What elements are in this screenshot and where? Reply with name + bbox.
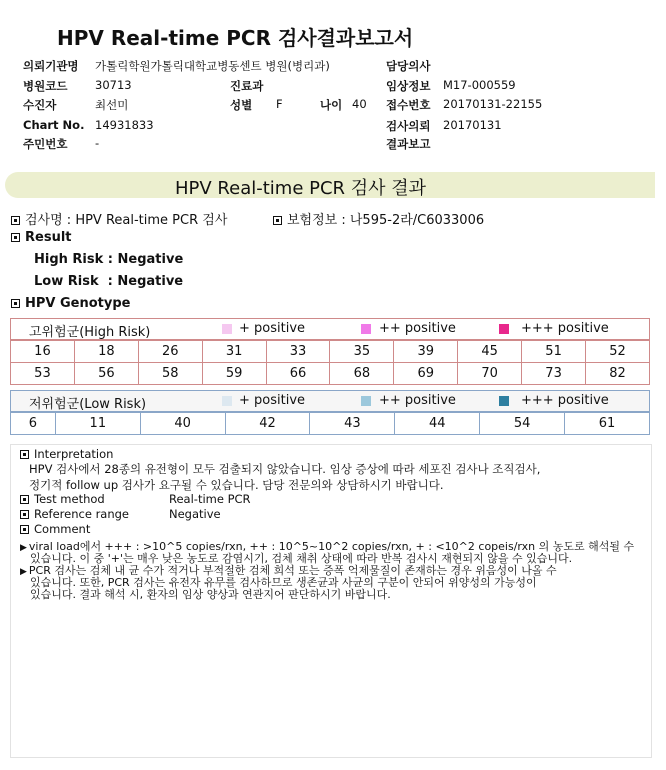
high-risk-table — [10, 340, 650, 385]
light-blue-swatch-icon — [222, 396, 232, 406]
checkbox-icon — [20, 510, 29, 519]
magenta-swatch-icon — [499, 324, 509, 334]
checkbox-icon — [11, 299, 20, 308]
reference-range-label: Reference range — [34, 507, 130, 521]
resident-no-value: - — [95, 136, 100, 150]
genotype-cell: 35 — [330, 341, 394, 363]
genotype-cell: 11 — [55, 413, 140, 435]
legend-plus-plus-plus: +++ positive — [521, 393, 609, 408]
genotype-header: HPV Genotype — [25, 296, 131, 311]
genotype-section — [11, 296, 130, 311]
blue-swatch-icon — [361, 396, 371, 406]
clinical-info-value: M17-000559 — [443, 78, 516, 92]
genotype-cell: 31 — [202, 341, 266, 363]
resident-no-label: 주민번호 — [23, 137, 68, 151]
genotype-cell: 68 — [330, 363, 394, 385]
low-risk-label: 저위험군(Low Risk) — [29, 397, 147, 412]
insurance-info: 보험정보 : 나595-2라/C6033006 — [287, 213, 485, 228]
clinical-info-label: 임상정보 — [386, 79, 431, 93]
checkbox-icon — [273, 216, 282, 225]
chart-no-value: 14931833 — [95, 118, 154, 132]
hospital-code-label: 병원코드 — [23, 79, 68, 93]
genotype-cell: 16 — [11, 341, 75, 363]
light-pink-swatch-icon — [222, 324, 232, 334]
triangle-bullet-icon: ▶ — [20, 543, 27, 553]
request-date-value: 20170131 — [443, 118, 502, 132]
sex-value: F — [276, 97, 283, 111]
test-method-line — [20, 492, 105, 506]
low-risk-result: Low Risk : Negative — [34, 274, 184, 289]
genotype-cell: 56 — [74, 363, 138, 385]
interpretation-header-line — [20, 447, 113, 461]
genotype-cell: 53 — [11, 363, 75, 385]
high-risk-result: High Risk : Negative — [34, 252, 184, 267]
department-label: 진료과 — [230, 79, 264, 93]
high-risk-row — [11, 363, 650, 385]
low-risk-table — [10, 412, 650, 435]
patient-label: 수진자 — [23, 98, 57, 112]
genotype-cell: 43 — [310, 413, 395, 435]
low-risk-row — [11, 413, 650, 435]
genotype-cell: 18 — [74, 341, 138, 363]
legend-plus-plus: ++ positive — [379, 321, 456, 336]
genotype-cell: 33 — [266, 341, 330, 363]
high-risk-row — [11, 341, 650, 363]
doctor-label: 담당의사 — [386, 59, 431, 73]
note-2a: PCR 검사는 검체 내 균 수가 적거나 부적절한 검체 희석 또는 증폭 억제물질이 존재하는 경우 위음성이 나올 수 — [28, 564, 557, 577]
chart-no-label: Chart No. — [23, 118, 85, 132]
low-risk-header — [10, 390, 650, 412]
comment-line — [20, 522, 90, 536]
note-1a: viral load에서 +++ : >10^5 copies/rxn, ++ : 10^5~10^2 copies/rxn, + : <10^2 copeis/rxn 의 농도로 해석될 수 — [28, 540, 635, 553]
age-label: 나이 — [320, 98, 343, 112]
age-value: 40 — [352, 97, 367, 111]
legend-plus-plus: ++ positive — [379, 393, 456, 408]
interpretation-header: Interpretation — [34, 447, 114, 461]
receipt-value: 20170131-22155 — [443, 97, 543, 111]
reference-range-line — [20, 507, 129, 521]
genotype-cell: 42 — [225, 413, 310, 435]
genotype-cell: 52 — [586, 341, 650, 363]
institution-label: 의뢰기관명 — [23, 59, 79, 73]
result-header: Result — [25, 230, 72, 245]
hospital-code-value: 30713 — [95, 78, 132, 92]
result-section — [11, 230, 72, 245]
interpretation-line-1: HPV 검사에서 28종의 유전형이 모두 검출되지 않았습니다. 임상 증상에 따라 세포진 검사나 조직검사, — [29, 462, 541, 476]
insurance-line — [273, 209, 484, 228]
note-1-line-2: 있습니다. 이 중 '+'는 매우 낮은 농도로 감염시기, 검체 채취 상태에 따라 반복 검사시 재현되지 않을 수 있습니다. — [30, 552, 573, 565]
legend-plus: + positive — [239, 321, 306, 336]
test-name-line — [11, 209, 227, 228]
genotype-cell: 66 — [266, 363, 330, 385]
high-risk-label: 고위험군(High Risk) — [29, 325, 151, 340]
high-risk-header — [10, 318, 650, 340]
teal-swatch-icon — [499, 396, 509, 406]
report-label: 결과보고 — [386, 137, 431, 151]
test-method-label: Test method — [34, 492, 105, 506]
checkbox-icon — [20, 495, 29, 504]
test-method-value: Real-time PCR — [169, 492, 251, 506]
genotype-cell: 54 — [480, 413, 565, 435]
note-2-line-2: 있습니다. 또한, PCR 검사는 유전자 유무를 검사하므로 생존균과 사균의 구분이 안되어 위양성의 가능성이 — [30, 576, 537, 589]
request-date-label: 검사의뢰 — [386, 119, 431, 133]
interpretation-line-2: 정기적 follow up 검사가 요구될 수 있습니다. 담당 전문의와 상담하시기 바랍니다. — [29, 478, 444, 492]
genotype-cell: 73 — [522, 363, 586, 385]
checkbox-icon — [11, 216, 20, 225]
checkbox-icon — [11, 233, 20, 242]
comment-label: Comment — [34, 522, 91, 536]
genotype-cell: 44 — [395, 413, 480, 435]
sex-label: 성별 — [230, 98, 253, 112]
report-title: HPV Real-time PCR 검사결과보고서 — [57, 26, 414, 50]
genotype-cell: 40 — [140, 413, 225, 435]
reference-range-value: Negative — [169, 507, 221, 521]
genotype-cell: 69 — [394, 363, 458, 385]
pink-swatch-icon — [361, 324, 371, 334]
genotype-cell: 82 — [586, 363, 650, 385]
test-name: 검사명 : HPV Real-time PCR 검사 — [25, 213, 228, 228]
genotype-cell: 58 — [138, 363, 202, 385]
genotype-cell: 70 — [458, 363, 522, 385]
triangle-bullet-icon: ▶ — [20, 567, 27, 577]
genotype-cell: 51 — [522, 341, 586, 363]
genotype-cell: 26 — [138, 341, 202, 363]
legend-plus-plus-plus: +++ positive — [521, 321, 609, 336]
genotype-cell: 59 — [202, 363, 266, 385]
checkbox-icon — [20, 450, 29, 459]
legend-plus: + positive — [239, 393, 306, 408]
note-2-line-3: 있습니다. 결과 해석 시, 환자의 임상 양상과 연관지어 판단하시기 바랍니다. — [30, 588, 391, 601]
genotype-cell: 45 — [458, 341, 522, 363]
genotype-cell: 61 — [565, 413, 650, 435]
genotype-cell: 6 — [11, 413, 56, 435]
genotype-cell: 39 — [394, 341, 458, 363]
receipt-label: 접수번호 — [386, 98, 431, 112]
patient-value: 최선미 — [95, 98, 129, 112]
result-banner-title: HPV Real-time PCR 검사 결과 — [175, 178, 427, 199]
institution-value: 가톨릭학원가톨릭대학교병동센트 병원(병리과) — [95, 59, 330, 73]
checkbox-icon — [20, 525, 29, 534]
